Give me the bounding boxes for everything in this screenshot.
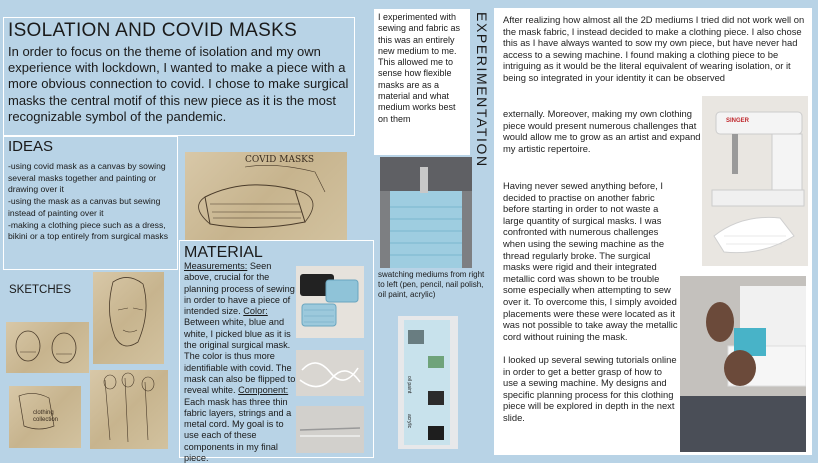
page-title: ISOLATION AND COVID MASKS [8,20,298,41]
ideas-item: -using covid mask as a canvas by sowing several masks together and painting or drawing over it [8,161,166,195]
color-label: Color: [243,306,268,317]
sewing-swatch-photo [380,157,472,268]
masks-photo [296,266,364,338]
experimentation-text-box: I experimented with sewing and fabric as this was an entirely new medium to me. This allowed me to sense how flexible masks are as a material and what medium works best on them [374,9,470,155]
swatch-label: acrylic [406,414,412,429]
covid-mask-sketch [185,152,347,240]
process-panel [494,8,812,455]
sewing-machine-drawing [702,96,808,266]
sewing-swatch-drawing [380,157,472,268]
material-text [184,261,296,463]
component-label: Component: [238,385,289,396]
swatch-caption: swatching mediums from right to left (pen, pencil, nail polish, oil paint, acrylic) [378,270,485,299]
swatch-strip-photo [398,316,458,449]
sketches-heading: SKETCHES [9,284,71,296]
strings-photo [296,350,364,396]
mask-drawing [185,152,347,240]
ideas-list [8,161,173,243]
process-paragraph-2: Having never sewed anything before, I decided to practise on another fabric before starting in order to not waste a large quantity of surgical masks. I was confronted with numerous challenges when using the sewing machine as the thread regularly broke. The surgical masks were rigid and their integrated metallic cord was shown to be trouble some especially when attempting to sew over it. To overcome this, I simply avoided placements were these were located as it was not possible to take away the metallic cord without ruining the mask. [503,180,678,342]
portrait-drawing [93,272,164,364]
ideas-item: -using the mask as a canvas but sewing instead of painting over it [8,196,161,218]
measurements-text: Seen above, crucial for the planning process of sewing in order to have a piece of intended size. [184,261,295,317]
process-paragraph-3: I looked up several sewing tutorials online in order to get a better grasp of how to use a sewing machine. My designs and specific planning process for this clothing piece will be explored in depth in the next slide. [503,354,677,423]
sketch-portrait [93,272,164,364]
sketch-faces [6,322,89,373]
cord-drawing [296,406,364,453]
intro-paragraph: In order to focus on the theme of isolation and my own experience with lockdown, I wanted to make a piece with a more obvious connection to covid. I chose to make surgical masks the central motif of this new piece as it is the most recognizable symbol of the pandemic. [8,44,349,124]
material-heading: MATERIAL [184,244,263,261]
ideas-box [3,136,178,270]
sewing-machine-photo [702,96,808,266]
component-text: Each mask has three thin fabric layers, strings and a metal cord. My goal is to use each of these components in my final piece. [184,396,292,463]
machine-brand-label: SINGER [726,118,750,124]
ideas-item: -making a clothing piece such as a dress, bikini or a top entirely from surgical masks [8,219,168,242]
swatch-label: oil paint [406,376,412,394]
ideas-heading: IDEAS [8,138,54,155]
sketch-figures [90,370,168,449]
title-box [3,17,355,136]
measurements-label: Measurements: [184,261,248,271]
process-paragraph-1b: externally. Moreover, making my own clothing piece would present numerous challenges that would allow me to grow as an artist and expand my artistic repertoire. [503,108,701,154]
sketch-collection [9,386,81,448]
sewing-hands-photo [680,276,806,452]
metal-cord-photo [296,406,364,453]
sketch-label: clothing collection [33,410,59,423]
sketch-label: COVID MASKS [245,155,315,165]
color-text: Between white, blue and white, I picked blue as it is the original surgical mask. The color is thus more identifiable with covid. The mask can also be flipped to reveal white. [184,317,296,396]
sewing-hands-drawing [680,276,806,452]
faces-drawing [6,322,89,373]
experimentation-heading: EXPERIMENTATION [474,12,490,168]
strings-drawing [296,350,364,396]
masks-drawing [296,266,364,338]
process-paragraph-1a: After realizing how almost all the 2D mediums I tried did not work well on the mask fabric, I instead decided to make a clothing piece. I also chose this as I have always wanted to sow my own piece, but have never had access to a sewing machine. I found making a clothing piece to be intriguing as it would be the literal equivalent of wearing isolation, or it being so integrated in your identity it can be observed [503,14,805,83]
figures-drawing [90,370,168,449]
